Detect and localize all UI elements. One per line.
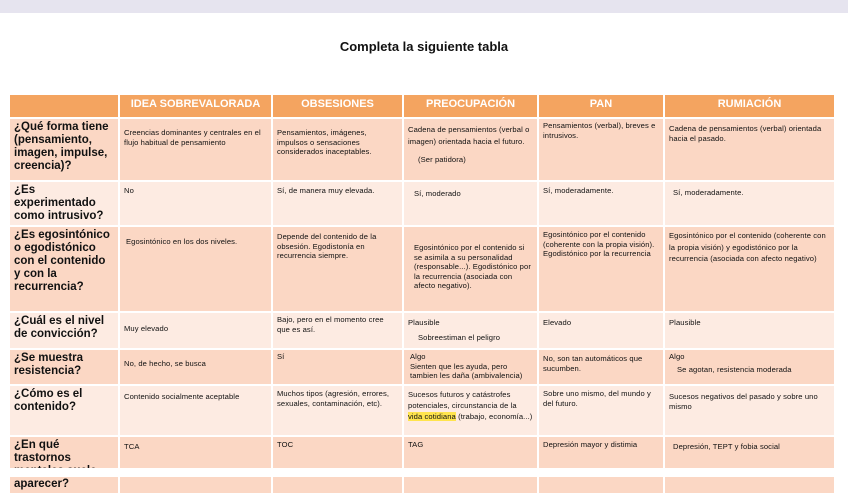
cell-text-continued: (trabajo, economía...) xyxy=(458,412,533,421)
cell-pan: Sobre uno mismo, del mundo y del futuro. xyxy=(538,385,664,436)
cell-note: Sienten que les ayuda, pero tambien les daña (ambivalencia) xyxy=(410,361,523,381)
table-row xyxy=(9,312,835,349)
cell-text: Sucesos futuros y catástrofes potenciales, circunstancia de la xyxy=(408,390,517,410)
cell-pan: Depresión mayor y distimia xyxy=(538,436,664,494)
cell-note: Se agotan, resistencia moderada xyxy=(677,364,792,374)
cell-idea: Egosintónico en los dos niveles. xyxy=(119,226,272,312)
cell-obsesiones: Sí xyxy=(272,349,403,385)
table-row xyxy=(9,226,835,312)
cell-idea: Contenido socialmente aceptable xyxy=(119,385,272,436)
table-row xyxy=(9,118,835,181)
header-row xyxy=(9,94,835,118)
cell-preocupacion xyxy=(403,118,538,181)
cell-obsesiones: Depende del contenido de la obsesión. Egodistonía en recurrencia siempre. xyxy=(272,226,403,312)
cell-obsesiones: TOC xyxy=(272,436,403,494)
cell-note: Sobreestiman el peligro xyxy=(418,332,501,342)
cell-obsesiones: Muchos tipos (agresión, errores, sexuales, contaminación, etc). xyxy=(272,385,403,436)
cell-obsesiones: Sí, de manera muy elevada. xyxy=(272,181,403,226)
row-question: ¿Es egosintónico o egodistónico con el contenido y con la recurrencia? xyxy=(9,226,119,312)
cell-rumiacion: Egosintónico por el contenido (coherente con la propia visión) y egodistónico por la recurrencia (asociada con afecto negativo) xyxy=(664,226,835,312)
cell-preocupacion: Sí, moderado xyxy=(403,181,538,226)
row-question: ¿Cuál es el nivel de convicción? xyxy=(9,312,119,349)
cell-rumiacion: Plausible xyxy=(664,312,835,349)
cell-obsesiones: Pensamientos, imágenes, impulsos o sensaciones considerados inaceptables. xyxy=(272,118,403,181)
cell-preocupacion: TAG xyxy=(403,436,538,494)
highlighted-text: vida cotidiana xyxy=(408,412,456,421)
table-row xyxy=(9,181,835,226)
cell-text: Algo xyxy=(669,352,685,361)
cell-preocupacion xyxy=(403,312,538,349)
cell-rumiacion: Sucesos negativos del pasado y sobre uno mismo xyxy=(664,385,835,436)
table-row xyxy=(9,349,835,385)
header-pan: PAN xyxy=(538,94,664,118)
cell-rumiacion xyxy=(664,349,835,385)
header-corner xyxy=(9,94,119,118)
cell-text: Algo xyxy=(410,352,426,361)
header-obsesiones: OBSESIONES xyxy=(272,94,403,118)
cell-obsesiones: Bajo, pero en el momento cree que es así. xyxy=(272,312,403,349)
cell-pan: Egosintónico por el contenido (coherente con la propia visión). Egodistónico por la recurrencia xyxy=(538,226,664,312)
cell-idea: Muy elevado xyxy=(119,312,272,349)
cell-pan: Sí, moderadamente. xyxy=(538,181,664,226)
cell-idea: Creencias dominantes y centrales en el flujo habitual de pensamiento xyxy=(119,118,272,181)
cell-idea: No xyxy=(119,181,272,226)
comparison-table xyxy=(8,93,836,495)
cell-idea: No, de hecho, se busca xyxy=(119,349,272,385)
page-title: Completa la siguiente tabla xyxy=(339,39,509,54)
row-question: ¿Qué forma tiene (pensamiento, imagen, impulse, creencia)? xyxy=(9,118,119,181)
cell-rumiacion: Cadena de pensamientos (verbal) orientada hacia el pasado. xyxy=(664,118,835,181)
cell-preocupacion xyxy=(403,385,538,436)
table-row xyxy=(9,436,835,494)
cell-pan: Elevado xyxy=(538,312,664,349)
table-row xyxy=(9,385,835,436)
cell-pan: No, son tan automáticos que sucumben. xyxy=(538,349,664,385)
cell-idea: TCA xyxy=(119,436,272,494)
row-question: ¿Cómo es el contenido? xyxy=(9,385,119,436)
row-question: ¿Se muestra resistencia? xyxy=(9,349,119,385)
cell-text: Cadena de pensamientos (verbal o imagen) orientada hacia el futuro. xyxy=(408,125,530,146)
cell-text: Plausible xyxy=(408,318,440,327)
row-question: ¿Es experimentado como intrusivo? xyxy=(9,181,119,226)
top-bar xyxy=(0,0,848,13)
header-rumiacion: RUMIACIÓN xyxy=(664,94,835,118)
row-question: ¿En qué trastornos aparecer? xyxy=(9,436,119,494)
cell-pan: Pensamientos (verbal), breves e intrusivos. xyxy=(538,118,664,181)
header-preocupacion: PREOCUPACIÓN xyxy=(403,94,538,118)
header-idea-sobrevalorada: IDEA SOBREVALORADA xyxy=(119,94,272,118)
cell-rumiacion: Sí, moderadamente. xyxy=(664,181,835,226)
bottom-strip xyxy=(0,468,848,477)
cell-note: (Ser patidora) xyxy=(418,155,466,164)
cell-preocupacion: Egosintónico por el contenido si se asimila a su personalidad (responsable...). Egodistónico por la recurrencia (asociada con afecto negativo). xyxy=(403,226,538,312)
cell-preocupacion xyxy=(403,349,538,385)
cell-rumiacion: Depresión, TEPT y fobia social xyxy=(664,436,835,494)
